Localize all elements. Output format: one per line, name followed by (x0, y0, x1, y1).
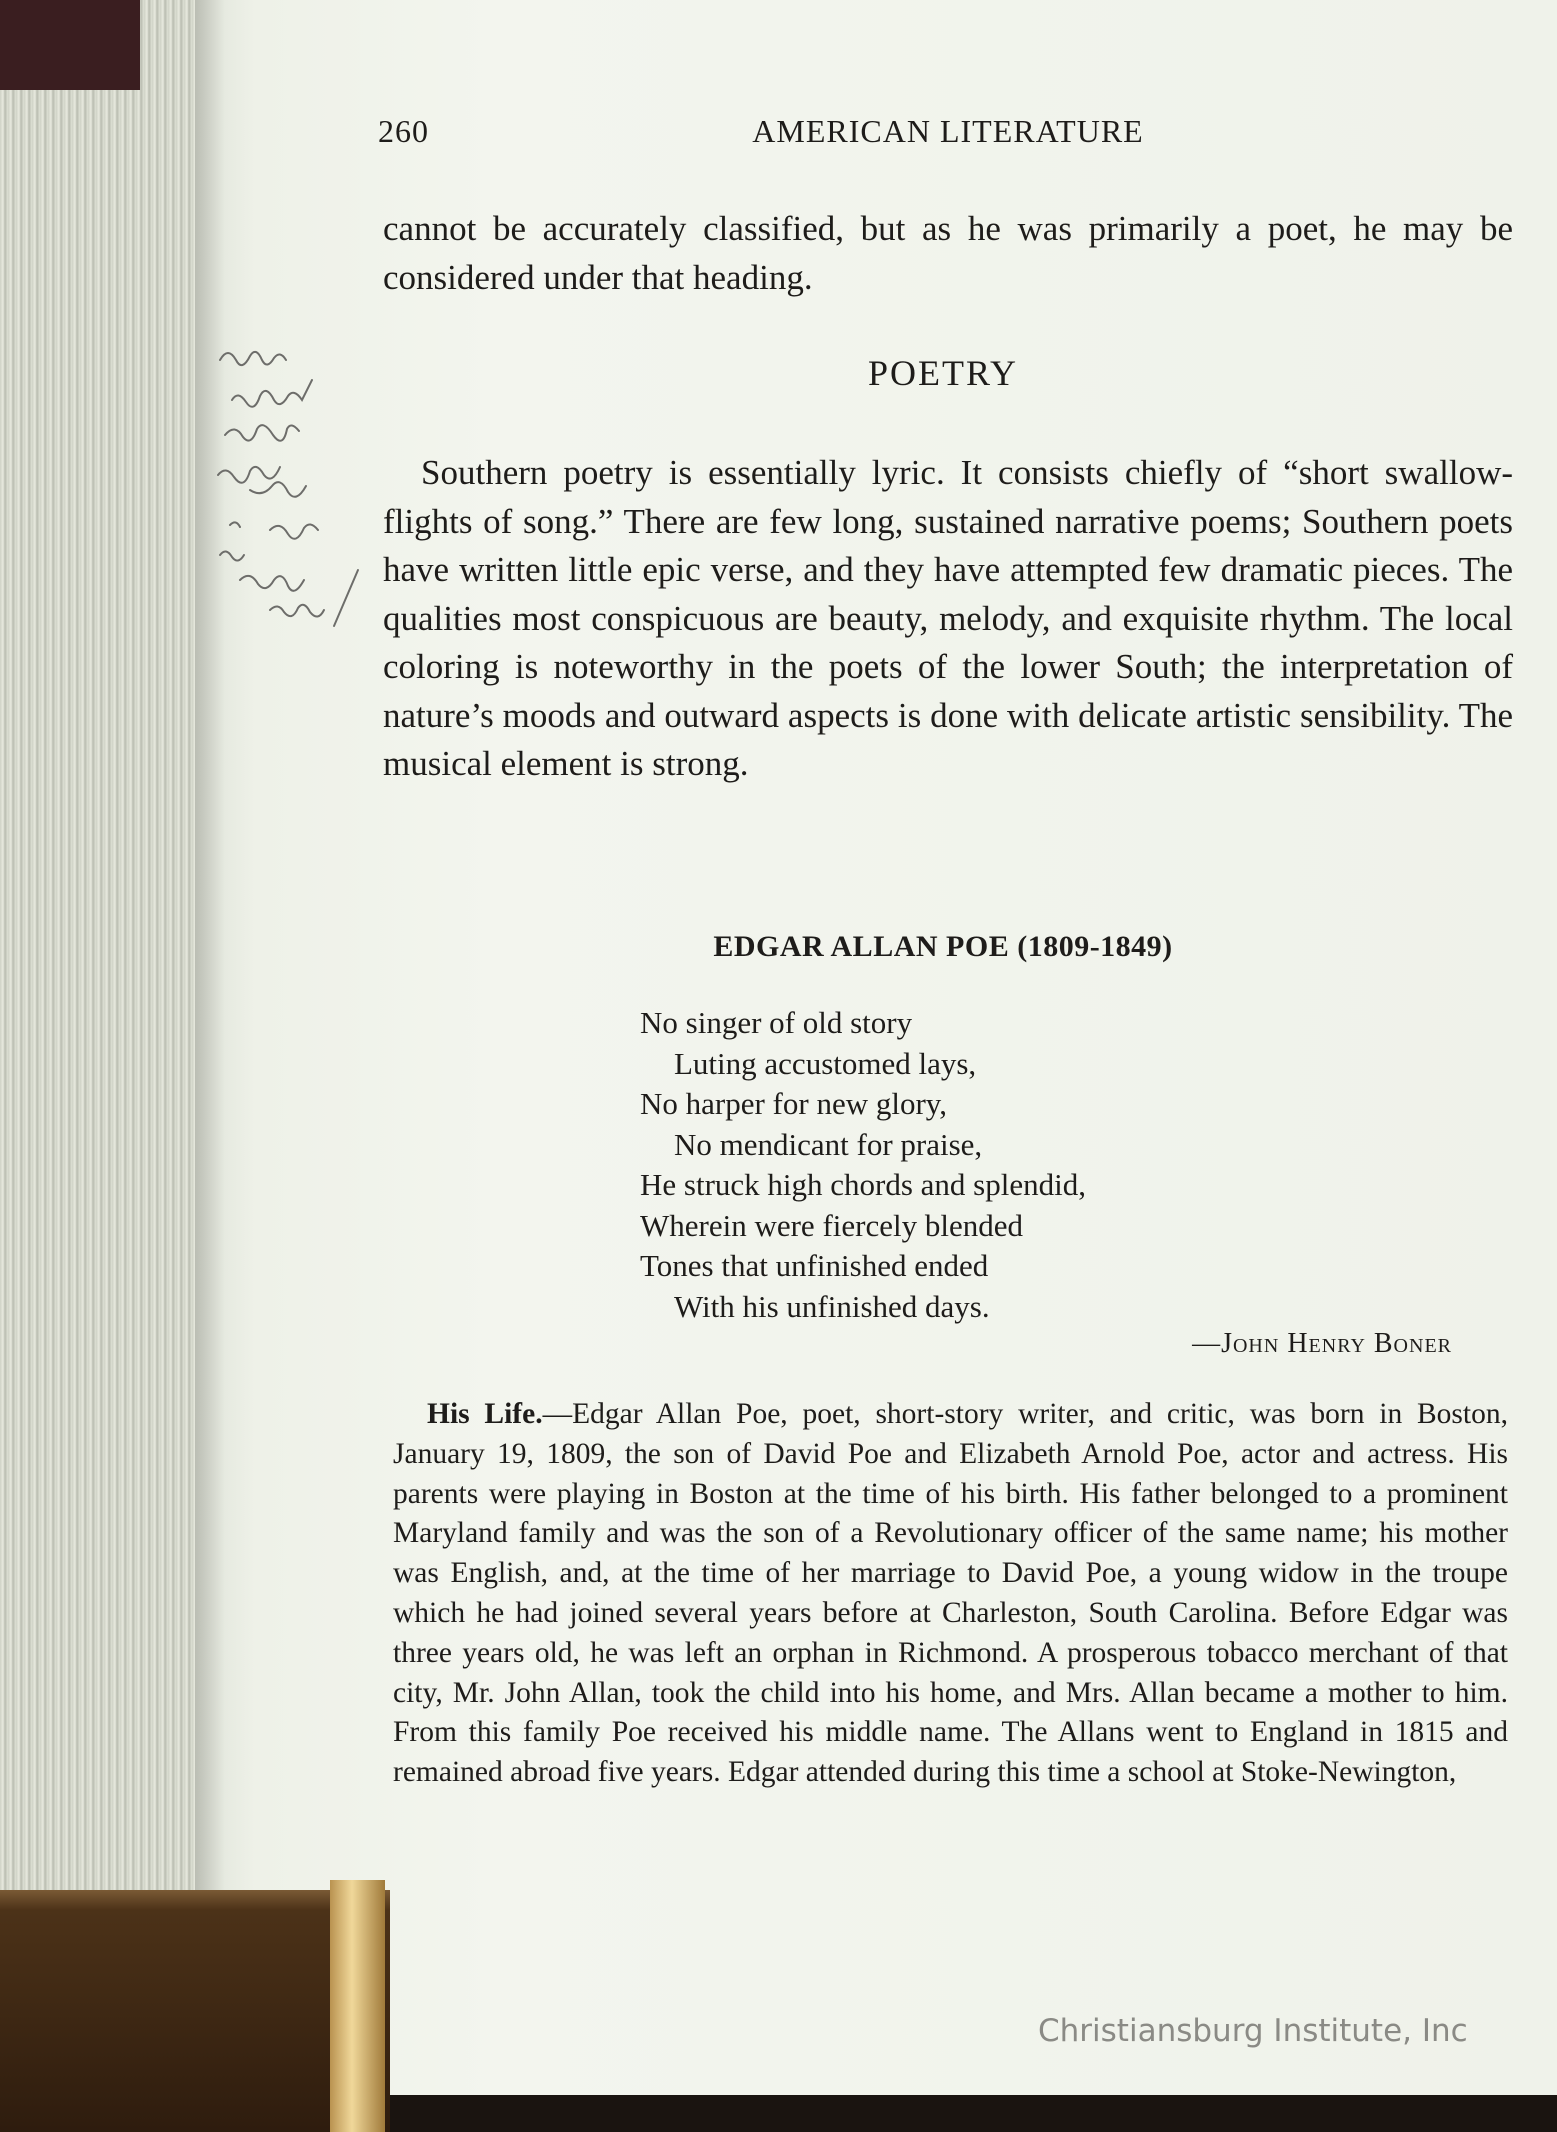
poem (640, 1003, 1086, 1327)
biography-paragraph (393, 1395, 1508, 1793)
gilt-page-edge (330, 1880, 385, 2132)
watermark: Christiansburg Institute, Inc (1038, 2013, 1468, 2049)
bio-text: —Edgar Allan Poe, poet, short-story writer, and critic, was born in Boston, January 19, 1809, the son of David Poe and Elizabeth Arnold Poe, actor and actress. His parents were playing in Boston at the time of his birth. His father belonged to a prominent Maryland family and was the son of a Revolutionary officer of the same name; his mother was English, and, at the time of her marriage to David Poe, a young widow in the troupe which he had joined several years before at Charleston, South Carolina. Before Edgar was three years old, he was left an orphan in Richmond. A prosperous tobacco merchant of that city, Mr. John Allan, took the child into his home, and Mrs. Allan became a mother to him. From this family Poe received his middle name. The Allans went to England in 1815 and remained abroad five years. Edgar attended during this time a school at Stoke-Newington, (393, 1398, 1508, 1789)
poem-line: No mendicant for praise, (674, 1126, 983, 1162)
poem-line: Luting accustomed lays, (674, 1045, 977, 1081)
poem-line: Wherein were fiercely blended (640, 1207, 1023, 1243)
cover-edge (0, 0, 140, 90)
pencil-annotation (210, 340, 420, 700)
attribution-text: —John Henry Boner (1192, 1328, 1452, 1359)
poem-line: He struck high chords and splendid, (640, 1167, 1086, 1202)
poetry-section-title: POETRY (867, 353, 1019, 393)
intro-paragraph: cannot be accurately classified, but as he was primarily a poet, he may be considered under that heading. (383, 209, 1513, 297)
page-stack-edge (0, 0, 210, 2132)
poem-attribution (1000, 1328, 1452, 1360)
poem-line: No harper for new glory, (640, 1086, 948, 1121)
page-number: 260 (378, 113, 429, 149)
poetry-paragraph: Southern poetry is essentially lyric. It consists chiefly of “short swallow-flights of song.” There are few long, sustained narrative poems; Southern poets have written little epic verse, and they have attempted few dramatic pieces. The qualities most conspicuous are beauty, melody, and exquisite rhythm. The local coloring is noteworthy in the poets of the lower South; the interpretation of nature’s moods and outward aspects is done with delicate artistic sensibility. The musical element is strong. (383, 453, 1513, 783)
bottom-shadow (380, 2095, 1557, 2132)
poem-line: No singer of old story (640, 1005, 913, 1040)
poem-line: Tones that unfinished ended (640, 1248, 989, 1283)
running-head: AMERICAN LITERATURE (752, 113, 1144, 149)
gutter-shadow (195, 0, 225, 2100)
bio-heading: His Life. (427, 1398, 543, 1430)
poe-section-title: EDGAR ALLAN POE (1809-1849) (713, 930, 1173, 963)
poem-line: With his unfinished days. (674, 1288, 990, 1324)
